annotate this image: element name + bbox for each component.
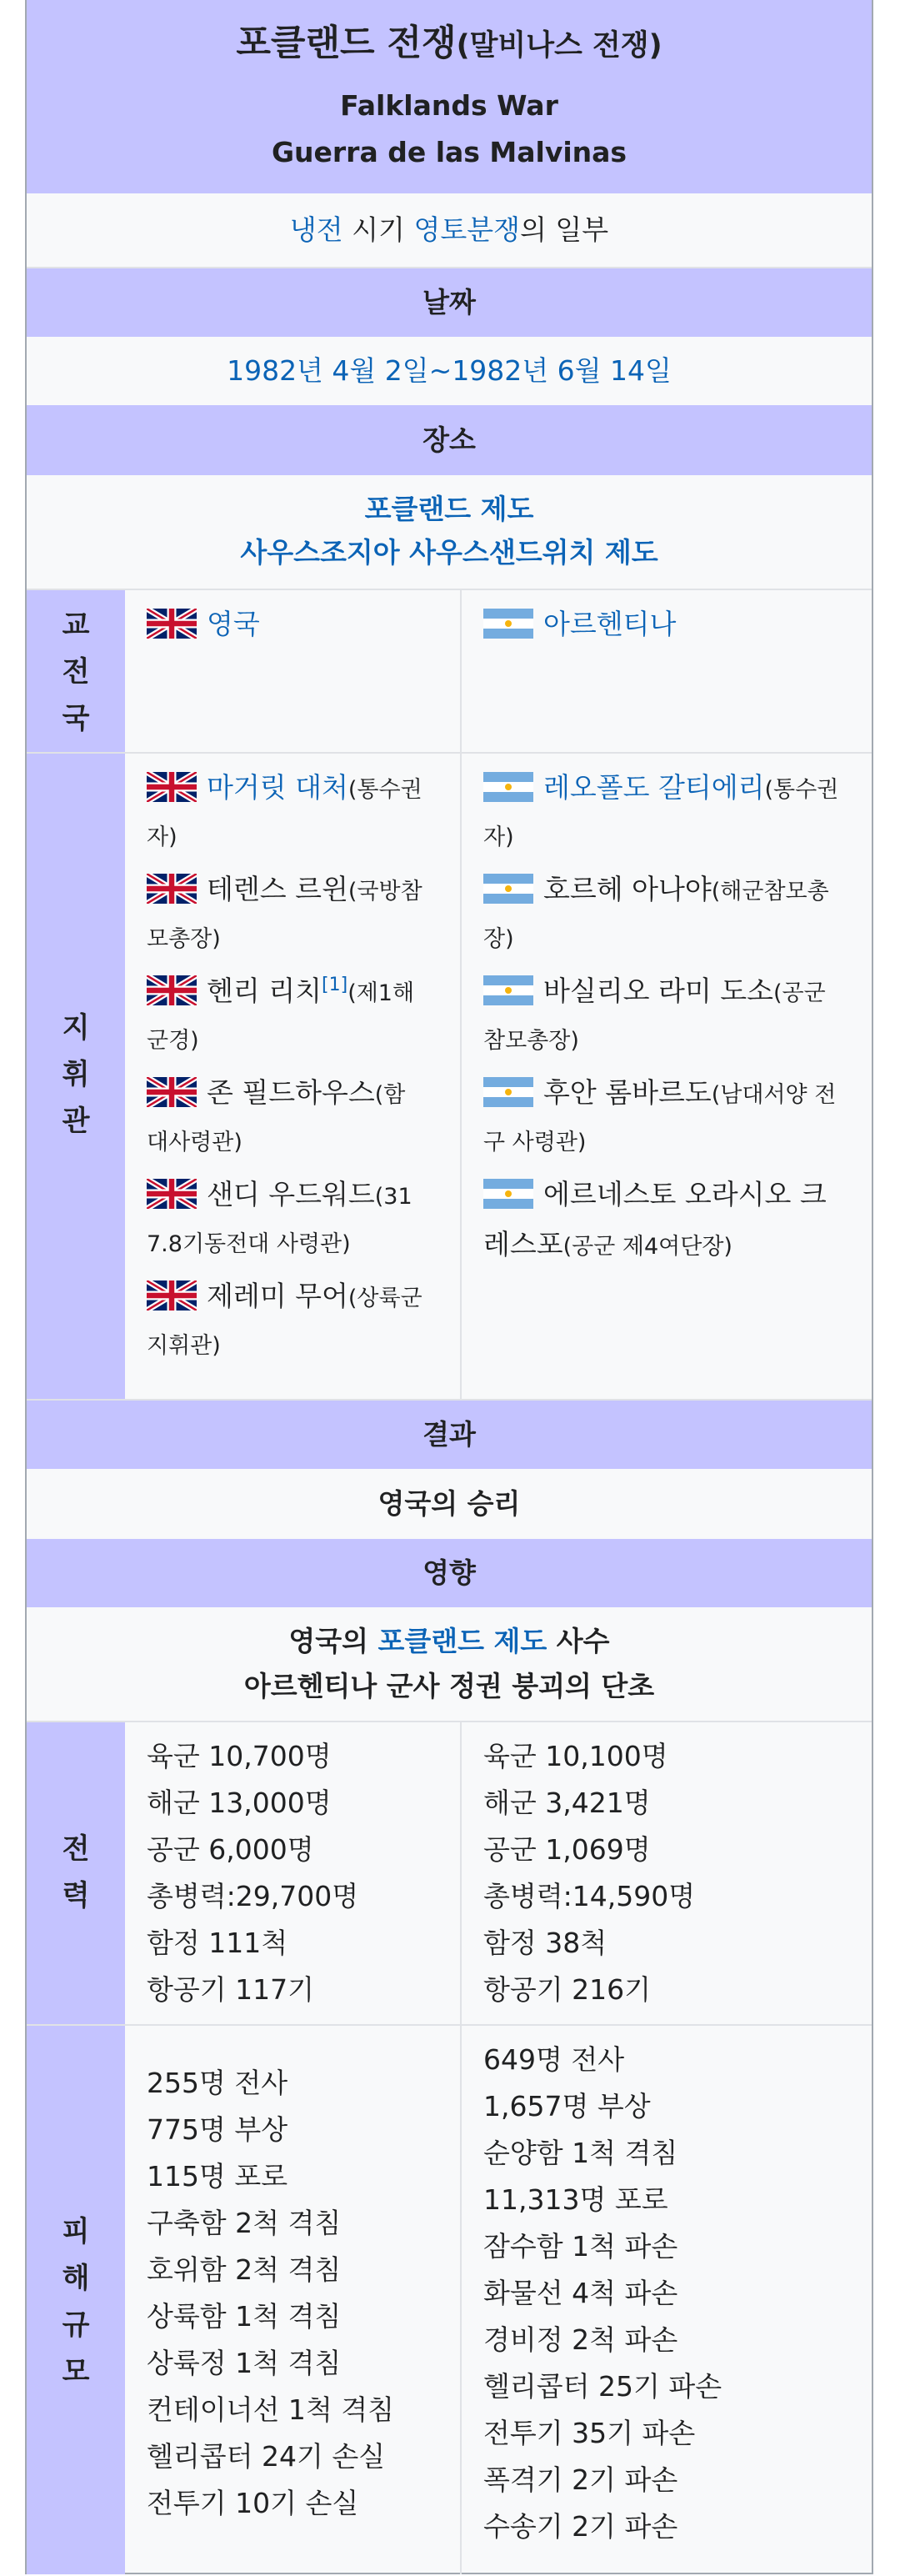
casualties-label-2: 해: [62, 2262, 90, 2295]
casualty-ar-item: 잠수함 1척 파손: [483, 2230, 678, 2263]
uk-flag-icon: [147, 874, 197, 904]
title-spanish: Guerra de las Malvinas: [271, 136, 628, 168]
commander-role-cont: 7.8기동전대 사령관): [147, 1231, 351, 1257]
belligerents-label-3: 국: [62, 702, 90, 735]
belligerents-label-1: 교: [62, 609, 90, 642]
commander-ar-3: [483, 967, 826, 1018]
uk-flag-icon: [147, 975, 197, 1005]
uk-flag-icon: [147, 1077, 197, 1107]
impact-text: 영국의: [288, 1625, 378, 1657]
commander-role-cont: 군경): [147, 1028, 199, 1054]
casualty-ar-item: 헬리콥터 25기 파손: [483, 2370, 722, 2403]
location-value: [27, 475, 872, 589]
commander-name: 제레미 무어: [207, 1280, 348, 1312]
casualties-label-3: 규: [62, 2308, 90, 2342]
commander-ar-2: [483, 865, 829, 916]
strength-ar-item: 육군 10,100명: [483, 1740, 668, 1772]
strength-uk-item: 공군 6,000명: [147, 1833, 314, 1866]
commander-name: 호르헤 아나야: [543, 873, 712, 905]
impact-text: 사수: [547, 1625, 610, 1657]
commander-uk-2: [147, 865, 422, 916]
belligerent-uk: [147, 600, 260, 649]
reference-link[interactable]: [1]: [322, 975, 348, 995]
strength-uk-item: 총병력:29,700명: [147, 1880, 359, 1912]
argentina-flag-icon: [483, 1179, 533, 1209]
strength-ar-item: 함정 38척: [483, 1927, 608, 1959]
commander-uk-1: [147, 764, 422, 814]
casualty-uk-item: 115명 포로: [147, 2160, 288, 2193]
strength-ar-item: 공군 1,069명: [483, 1833, 651, 1866]
commander-name: 샌디 우드워드: [207, 1178, 375, 1210]
commander-ar-5-cont: [483, 1220, 732, 1271]
commander-role: (공군: [773, 980, 826, 1006]
commander-role: (해군참모총: [711, 879, 829, 905]
impact-header: 영향: [27, 1539, 872, 1607]
result-value: 영국의 승리: [27, 1469, 872, 1539]
title-korean: 포클랜드 전쟁: [236, 23, 457, 64]
commander-name: 헨리 리치: [207, 975, 322, 1007]
date-header: 날짜: [27, 268, 872, 337]
commander-role: (통수권: [764, 777, 839, 803]
casualty-uk-item: 컨테이너선 1척 격침: [147, 2393, 394, 2426]
argentina-flag-icon: [483, 975, 533, 1005]
commander-role: (상륙군: [348, 1285, 422, 1311]
casualties-label-1: 피: [62, 2215, 90, 2248]
casualty-ar-item: 화물선 4척 파손: [483, 2277, 678, 2309]
title-korean-alt: (말비나스 전쟁): [456, 29, 662, 63]
commander-role: (통수권: [348, 777, 422, 803]
commander-link[interactable]: 마거릿 대처: [207, 771, 348, 804]
strength-label-1: 전: [62, 1832, 90, 1866]
casualty-ar-item: 경비정 2척 파손: [483, 2323, 678, 2356]
part-of: [27, 193, 872, 267]
commander-name: 에르네스토 오라시오 크: [543, 1178, 827, 1210]
commander-role: (함: [374, 1082, 406, 1108]
commanders-label-3: 관: [62, 1105, 90, 1138]
commander-role-cont: 장): [483, 926, 514, 952]
argentina-flag-icon: [483, 609, 533, 639]
location-header: 장소: [27, 405, 872, 475]
falklands-link[interactable]: 포클랜드 제도: [378, 1625, 548, 1657]
territorial-dispute-link[interactable]: 영토분쟁: [413, 213, 520, 246]
strength-label-2: 력: [62, 1879, 90, 1912]
strength-uk-item: 해군 13,000명: [147, 1787, 332, 1819]
argentina-link[interactable]: 아르헨티나: [543, 608, 677, 640]
commander-role-cont: 참모총장): [483, 1028, 579, 1054]
location-falklands-link[interactable]: 포클랜드 제도: [364, 493, 534, 525]
strength-ar-item: 항공기 216기: [483, 1973, 651, 2006]
infobox: [25, 0, 873, 2574]
commander-uk-6: [147, 1272, 422, 1323]
casualty-ar-item: 폭격기 2기 파손: [483, 2463, 678, 2496]
casualty-ar-item: 순양함 1척 격침: [483, 2137, 678, 2169]
casualty-uk-item: 255명 전사: [147, 2067, 288, 2099]
commander-role-cont: 자): [483, 824, 514, 850]
commander-uk-3: [147, 967, 414, 1018]
impact-value: [27, 1607, 872, 1721]
commander-role-cont: 대사령관): [147, 1130, 242, 1155]
commander-ar-4: [483, 1069, 836, 1120]
title-english: Falklands War: [340, 89, 558, 122]
commander-uk-5: [147, 1170, 412, 1221]
argentina-flag-icon: [483, 1077, 533, 1107]
casualty-uk-item: 헬리콥터 24기 손실: [147, 2440, 386, 2473]
casualties-label-4: 모: [62, 2355, 90, 2388]
cold-war-link[interactable]: 냉전: [289, 213, 343, 246]
commander-link[interactable]: 레오폴도 갈티에리: [543, 771, 765, 804]
casualty-ar-item: 전투기 35기 파손: [483, 2417, 696, 2449]
commander-role: (31: [374, 1184, 412, 1210]
casualty-uk-item: 상륙정 1척 격침: [147, 2347, 342, 2379]
result-header: 결과: [27, 1401, 872, 1469]
commander-role: (국방참: [348, 879, 422, 905]
strength-uk-item: 항공기 117기: [147, 1973, 314, 2006]
belligerents-label-2: 전: [62, 655, 90, 689]
impact-line-2: 아르헨티나 군사 정권 붕괴의 단초: [243, 1670, 655, 1702]
location-south-georgia-link[interactable]: 사우스조지아 사우스샌드위치 제도: [240, 536, 658, 569]
belligerent-argentina: [483, 600, 676, 649]
casualty-uk-item: 구축함 2척 격침: [147, 2207, 342, 2239]
commander-name: 바실리오 라미 도소: [543, 975, 774, 1007]
uk-flag-icon: [147, 1280, 197, 1311]
part-of-suffix: 의 일부: [519, 213, 609, 246]
uk-flag-icon: [147, 1179, 197, 1209]
casualty-ar-item: 1,657명 부상: [483, 2090, 651, 2122]
uk-flag-icon: [147, 609, 197, 639]
casualty-uk-item: 상륙함 1척 격침: [147, 2300, 342, 2333]
argentina-flag-icon: [483, 874, 533, 904]
commander-role: (공군 제4여단장): [562, 1234, 732, 1260]
casualty-uk-item: 전투기 10기 손실: [147, 2487, 359, 2519]
commanders-label-2: 휘: [62, 1058, 90, 1091]
commander-ar-5: [483, 1170, 827, 1219]
commander-role-cont: 모총장): [147, 926, 221, 952]
commander-name: 테렌스 르윈: [207, 873, 348, 905]
commanders-label-1: 지: [62, 1011, 90, 1045]
casualty-uk-item: 775명 부상: [147, 2113, 288, 2146]
commander-role-cont: 자): [147, 824, 178, 850]
commander-role: (남대서양 전: [711, 1082, 837, 1108]
commander-name-cont: 레스포: [483, 1228, 563, 1260]
infobox-title: [27, 0, 872, 193]
commander-uk-4: [147, 1069, 405, 1120]
uk-flag-icon: [147, 772, 197, 802]
commander-role-cont: 구 사령관): [483, 1130, 587, 1155]
commander-role: (제1해: [348, 980, 415, 1006]
part-of-text: 시기: [342, 213, 414, 246]
strength-ar-item: 총병력:14,590명: [483, 1880, 696, 1912]
uk-link[interactable]: 영국: [207, 608, 260, 640]
casualty-ar-item: 649명 전사: [483, 2043, 625, 2076]
commander-name: 존 필드하우스: [207, 1076, 375, 1109]
date-value[interactable]: 1982년 4월 2일~1982년 6월 14일: [27, 337, 872, 405]
commander-ar-1: [483, 764, 838, 814]
argentina-flag-icon: [483, 772, 533, 802]
casualty-ar-item: 11,313명 포로: [483, 2183, 668, 2216]
casualty-ar-item: 수송기 2기 파손: [483, 2510, 678, 2543]
commander-name: 후안 롬바르도: [543, 1076, 712, 1109]
strength-uk-item: 함정 111척: [147, 1927, 288, 1959]
strength-ar-item: 해군 3,421명: [483, 1787, 651, 1819]
casualty-uk-item: 호위함 2척 격침: [147, 2253, 342, 2286]
strength-uk-item: 육군 10,700명: [147, 1740, 332, 1772]
commander-role-cont: 지휘관): [147, 1333, 221, 1359]
